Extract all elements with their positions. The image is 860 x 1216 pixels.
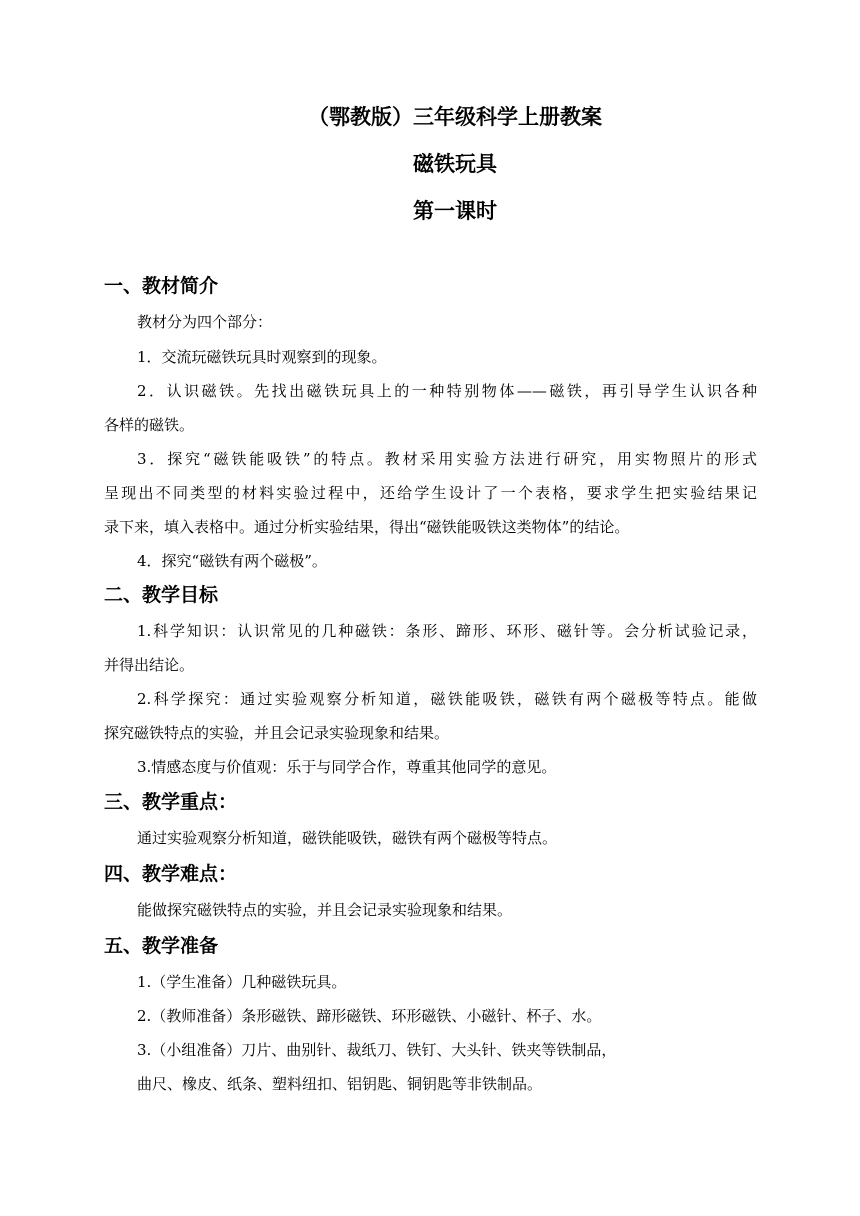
- section-heading-materials: 一、教材简介: [104, 275, 219, 297]
- paragraph-line: 1.科学知识：认识常见的几种磁铁：条形、蹄形、环形、磁针等。会分析试验记录，: [137, 622, 757, 640]
- paragraph-line: 4．探究“磁铁有两个磁极”。: [137, 552, 327, 570]
- paragraph-line: 能做探究磁铁特点的实验，并且会记录实验现象和结果。: [137, 901, 513, 919]
- paragraph-line: 1.（学生准备）几种磁铁玩具。: [137, 973, 347, 991]
- paragraph-line: 录下来，填入表格中。通过分析实验结果，得出“磁铁能吸铁这类物体”的结论。: [104, 518, 630, 536]
- paragraph-line: 探究磁铁特点的实验，并且会记录实验现象和结果。: [104, 724, 450, 742]
- paragraph-line: 2.科学探究：通过实验观察分析知道，磁铁能吸铁，磁铁有两个磁极等特点。能做: [137, 690, 757, 708]
- paragraph-line: 曲尺、橡皮、纸条、塑料纽扣、铝钥匙、铜钥匙等非铁制品。: [137, 1075, 543, 1093]
- period-title: 第一课时: [413, 199, 497, 223]
- paragraph-line: 并得出结论。: [104, 656, 195, 674]
- section-heading-objectives: 二、教学目标: [104, 584, 219, 606]
- paragraph-line: 通过实验观察分析知道，磁铁能吸铁，磁铁有两个磁极等特点。: [137, 829, 558, 847]
- section-heading-difficulties: 四、教学难点：: [104, 863, 238, 885]
- paragraph-line: 3．探究“磁铁能吸铁”的特点。教材采用实验方法进行研究，用实物照片的形式: [137, 450, 757, 468]
- section-heading-key-points: 三、教学重点：: [104, 791, 238, 813]
- paragraph-line: 2.（教师准备）条形磁铁、蹄形磁铁、环形磁铁、小磁针、杯子、水。: [137, 1007, 602, 1025]
- section-heading-preparation: 五、教学准备: [104, 935, 219, 957]
- paragraph-line: 2．认识磁铁。先找出磁铁玩具上的一种特别物体——磁铁，再引导学生认识各种: [137, 382, 757, 400]
- document-title: （鄂教版）三年级科学上册教案: [308, 105, 602, 129]
- paragraph-line: 3.情感态度与价值观：乐于与同学合作，尊重其他同学的意见。: [137, 758, 557, 776]
- paragraph-line: 1．交流玩磁铁玩具时观察到的现象。: [137, 348, 387, 366]
- paragraph-line: 教材分为四个部分：: [137, 313, 273, 331]
- lesson-title: 磁铁玩具: [413, 152, 497, 176]
- paragraph-line: 呈现出不同类型的材料实验过程中，还给学生设计了一个表格，要求学生把实验结果记: [104, 484, 757, 502]
- paragraph-line: 各样的磁铁。: [104, 416, 195, 434]
- paragraph-line: 3.（小组准备）刀片、曲别针、裁纸刀、铁钉、大头针、铁夹等铁制品，: [137, 1041, 617, 1059]
